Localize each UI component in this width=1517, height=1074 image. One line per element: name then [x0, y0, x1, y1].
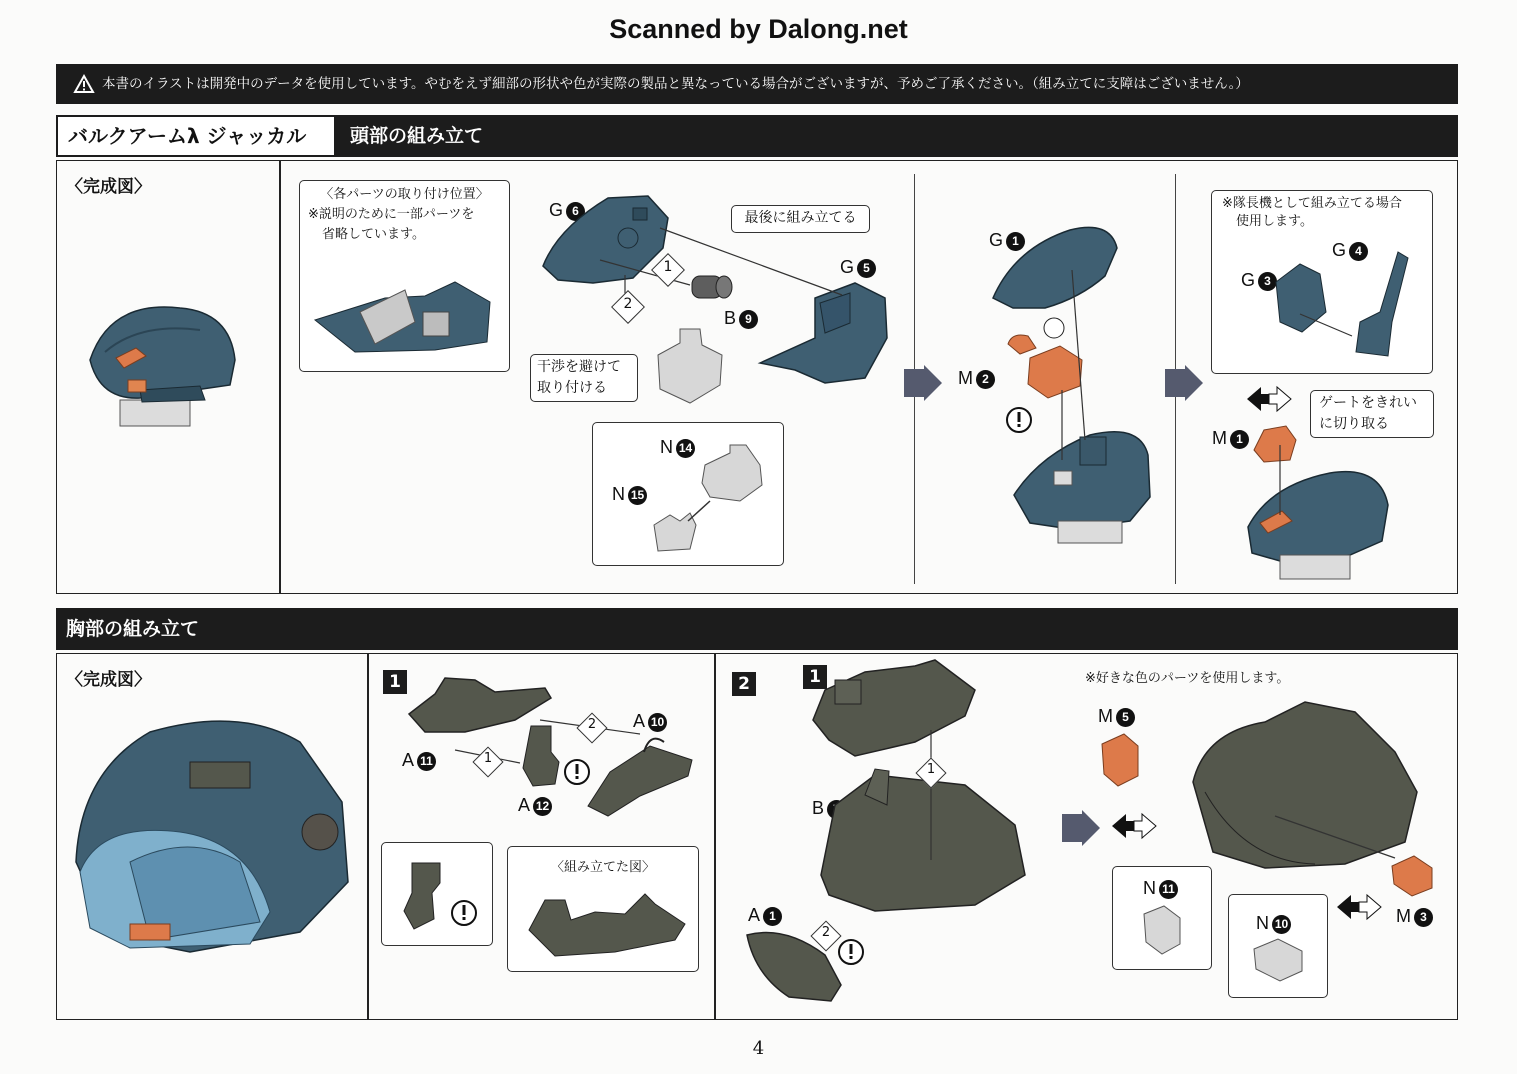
n-parts-illustration [650, 445, 770, 557]
part-letter: M [1396, 906, 1411, 926]
part-letter: N [1143, 878, 1156, 898]
head-section-title: 頭部の組み立て [350, 125, 484, 147]
part-letter: G [1241, 270, 1256, 290]
avoid-interference-line-2: 取り付ける [537, 380, 607, 396]
chest-step-2-sub-badge: 1 [803, 665, 827, 689]
part-letter: G [989, 230, 1004, 250]
part-n11-illustration [1140, 902, 1190, 958]
part-number: 9 [739, 310, 758, 329]
chest-order-mark-2-text: 2 [587, 717, 597, 732]
chest-body-illustration [1185, 692, 1425, 872]
toggle-arrow-icon [1110, 812, 1158, 840]
page-number: 4 [752, 1038, 765, 1059]
part-letter: B [724, 308, 737, 328]
part-letter: G [840, 257, 855, 277]
leader-parts-illustration [1270, 252, 1410, 364]
gate-cut-line-2: に切り取る [1319, 416, 1389, 432]
part-number: 1 [763, 907, 782, 926]
chest-section-title: 胸部の組み立て [66, 618, 200, 640]
step2-order-mark-1-text: 1 [926, 762, 936, 777]
chest-order-mark-1-text: 1 [483, 751, 493, 766]
avoid-interference-callout [530, 354, 638, 402]
part-letter: N [612, 484, 625, 504]
part-label-a1 [748, 905, 782, 926]
part-number: 5 [857, 259, 876, 278]
gate-cut-callout [1310, 390, 1434, 438]
head-finished-illustration [1240, 445, 1400, 581]
part-letter: G [549, 200, 564, 220]
part-number: 5 [1116, 708, 1135, 727]
chest-section-bar [56, 608, 1458, 650]
part-number: 12 [533, 797, 552, 816]
chest-completed-illustration [70, 712, 360, 957]
chest-step-1-badge: 1 [383, 670, 407, 694]
part-m5-illustration [1098, 730, 1143, 790]
part-label-n11 [1143, 878, 1178, 899]
parts-position-illustration [315, 272, 495, 357]
warning-bar [56, 64, 1458, 104]
toggle-arrow-icon [1245, 385, 1293, 413]
part-label-m3 [1396, 906, 1433, 927]
step2-vertical-arrow [925, 730, 945, 870]
step2-sub1-frame-illustration [805, 660, 985, 760]
part-letter: A [518, 795, 531, 815]
part-label-n10 [1256, 913, 1291, 934]
leader-note-line-1: ※隊長機として組み立てる場合 [1222, 196, 1402, 211]
last-assembly-callout-text: 最後に組み立てる [744, 210, 857, 226]
chest-step-2-badge: 2 [732, 672, 756, 696]
leader-note-line-2: 使用します。 [1236, 214, 1313, 229]
parts-position-note-line-2: 省略しています。 [322, 227, 425, 242]
assembled-view-illustration [525, 890, 695, 965]
head-completed-illustration [80, 290, 250, 430]
part-number: 3 [1414, 908, 1433, 927]
caution-icon [837, 938, 865, 966]
head-completed-label: 〈完成図〉 [66, 177, 151, 197]
gate-cut-line-1: ゲートをきれい [1319, 395, 1417, 411]
step2-order-mark-2-text: 2 [821, 925, 831, 940]
a12-detail-illustration [400, 855, 490, 935]
part-number: 2 [976, 370, 995, 389]
part-number: 3 [1258, 272, 1277, 291]
part-m3-illustration [1388, 852, 1438, 898]
chest-step1-arrows [445, 718, 645, 788]
warning-text: 本書のイラストは開発中のデータを使用しています。やむをえず細部の形状や色が実際の製品と異なっている場合がございますが、予めご了承ください。（組み立てに支障はございません。） [102, 76, 1249, 92]
scan-watermark: Scanned by Dalong.net [609, 14, 908, 44]
part-letter: A [748, 905, 761, 925]
avoid-interference-line-1: 干渉を避けて [537, 359, 621, 375]
part-number: 11 [1159, 880, 1178, 899]
warning-icon [74, 75, 94, 93]
stage-arrow-3 [1060, 810, 1100, 846]
part-letter: N [1256, 913, 1269, 933]
part-number: 14 [676, 439, 695, 458]
part-label-a11 [402, 750, 436, 771]
stage-arrow-1 [902, 365, 942, 401]
part-label-m5 [1098, 706, 1135, 727]
part-number: 6 [566, 202, 585, 221]
product-name: バルクアームλ ジャッカル [58, 117, 334, 155]
part-label-a12 [518, 795, 552, 816]
color-choice-note: ※好きな色のパーツを使用します。 [1085, 671, 1290, 686]
part-number: 10 [648, 713, 667, 732]
part-letter: A [633, 711, 646, 731]
part-number: 15 [628, 486, 647, 505]
parts-position-note-line-1: ※説明のために一部パーツを [308, 207, 475, 222]
part-letter: N [660, 437, 673, 457]
head-step2-arrows [1050, 270, 1100, 470]
part-label-m2 [958, 368, 995, 389]
assembled-gray-part-illustration [650, 325, 730, 405]
part-number: 10 [1272, 915, 1291, 934]
part-letter: M [1098, 706, 1113, 726]
part-number: 1 [1230, 430, 1249, 449]
toggle-arrow-icon [1335, 893, 1383, 921]
part-letter: M [958, 368, 973, 388]
part-n10-illustration [1250, 935, 1310, 985]
part-letter: A [402, 750, 415, 770]
part-letter: B [812, 798, 825, 818]
part-letter: G [1332, 240, 1347, 260]
parts-position-note-title: 〈各パーツの取り付け位置〉 [320, 187, 489, 202]
part-letter: M [1212, 428, 1227, 448]
part-number: 11 [417, 752, 436, 771]
chest-completed-label: 〈完成図〉 [66, 670, 151, 690]
assembled-view-label: 〈組み立てた図〉 [550, 860, 655, 875]
order-mark-1-text: 1 [663, 259, 673, 275]
caution-icon [563, 758, 591, 786]
part-label-n15 [612, 484, 647, 505]
stage-arrow-2 [1163, 365, 1203, 401]
part-number: 1 [1006, 232, 1025, 251]
part-number: 4 [1349, 242, 1368, 261]
order-mark-2-text: 2 [623, 296, 633, 312]
part-b9-illustration [688, 268, 738, 308]
